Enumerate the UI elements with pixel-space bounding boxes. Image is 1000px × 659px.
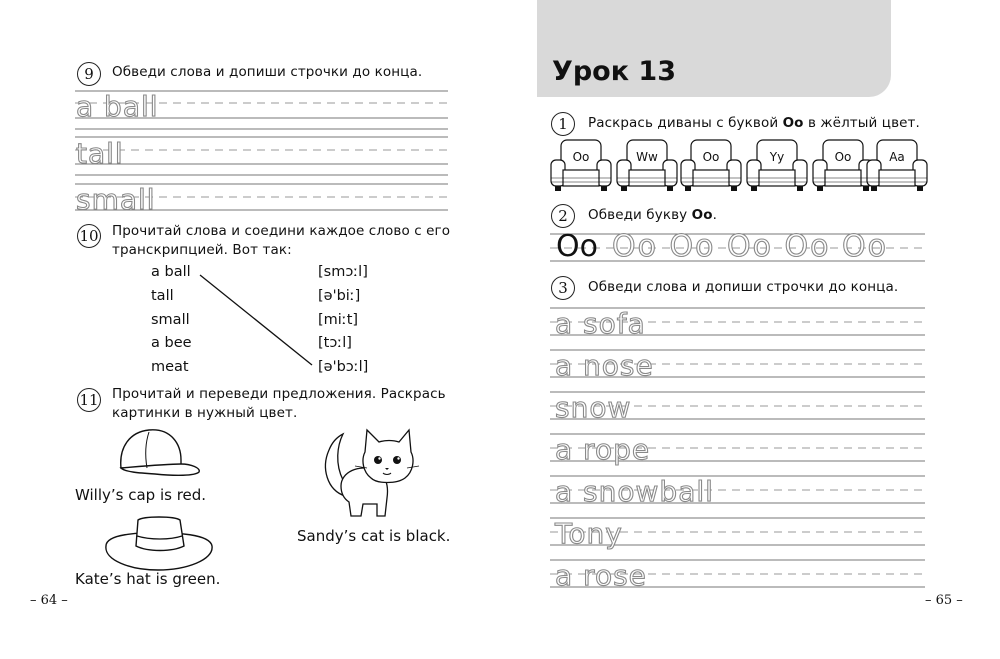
word-meat: meat — [151, 359, 189, 375]
task9-number: 9 — [77, 62, 101, 86]
task9-instruction: Обведи слова и допиши строчки до конца. — [112, 64, 423, 80]
transcription-1: [smɔːl] — [318, 264, 368, 280]
trace-word-tony: Tony — [555, 517, 623, 550]
task1-text-bold: Oo — [782, 115, 804, 131]
sofa-2 — [615, 138, 679, 194]
word-tall: tall — [151, 288, 174, 304]
trace-word-a-rose: a rose — [555, 559, 647, 592]
transcription-5: [ə'bɔːl] — [318, 359, 369, 375]
task2-text-bold: Oo — [691, 207, 713, 223]
task2-instruction — [588, 206, 717, 225]
task10-instruction-line1: Прочитай слова и соедини каждое слово с его — [112, 223, 451, 239]
sentence-cat: Sandy’s cat is black. — [297, 527, 451, 545]
word-a-ball: a ball — [151, 264, 191, 280]
sofa-label-3: Oo — [702, 150, 720, 164]
trace-word-a-nose: a nose — [555, 349, 654, 382]
task11-instruction-line2: картинки в нужный цвет. — [112, 405, 298, 421]
task2-number: 2 — [551, 204, 575, 228]
task1-text-after: в жёлтый цвет. — [807, 115, 920, 131]
sofa-label-2: Ww — [636, 150, 658, 164]
trace-word-a-sofa: a sofa — [555, 307, 646, 340]
transcription-3: [miːt] — [318, 312, 359, 328]
task2-text-after: . — [712, 207, 717, 223]
sentence-cap: Willy’s cap is red. — [75, 486, 207, 504]
task2-sample-letters: Oo — [556, 229, 598, 264]
task1-text-before: Раскрась диваны с буквой — [588, 115, 779, 131]
cat-picture — [315, 424, 425, 524]
lesson-title: Урок 13 — [552, 56, 676, 87]
word-a-bee: a bee — [151, 335, 192, 351]
sofa-label-1: Oo — [572, 150, 590, 164]
cap-picture — [115, 424, 205, 482]
task10-number: 10 — [77, 224, 101, 248]
trace-word-snow: snow — [555, 391, 632, 424]
task2-text-before: Обведи букву — [588, 207, 688, 223]
task11-number: 11 — [77, 388, 101, 412]
transcription-2: [ə'biː] — [318, 288, 361, 304]
task3-number: 3 — [551, 276, 575, 300]
sofa-label-6: Aa — [889, 150, 905, 164]
task3-instruction: Обведи слова и допиши строчки до конца. — [588, 279, 899, 295]
sofa-6 — [865, 138, 929, 194]
left-page-number: – 64 – — [30, 593, 68, 608]
trace-word-a-snowball: a snowball — [555, 475, 714, 508]
task10-instruction-line2: транскрипцией. Вот так: — [112, 242, 292, 258]
example-connection-line — [190, 265, 320, 375]
sofa-label-4: Yy — [769, 150, 785, 164]
task11-instruction-line1: Прочитай и переведи предложения. Раскрась — [112, 386, 446, 402]
sofa-3 — [679, 138, 743, 194]
sofa-label-5: Oo — [834, 150, 852, 164]
transcription-4: [tɔːl] — [318, 335, 352, 351]
sentence-hat: Kate’s hat is green. — [75, 570, 221, 588]
task1-number: 1 — [551, 112, 575, 136]
trace-word-small: small — [76, 183, 156, 216]
sofa-4 — [745, 138, 809, 194]
word-small: small — [151, 312, 190, 328]
hat-picture — [100, 512, 218, 574]
trace-word-a-rope: a rope — [555, 433, 651, 466]
task9-handwriting-lines — [0, 0, 460, 215]
trace-word-tall: tall — [76, 137, 124, 170]
right-page-number: – 65 – — [925, 593, 963, 608]
sofa-row — [549, 138, 929, 194]
sofa-1 — [549, 138, 613, 194]
task1-instruction — [588, 114, 920, 133]
trace-word-a-ball: a ball — [76, 90, 159, 123]
task2-trace-letters: Oo Oo Oo Oo Oo — [612, 229, 888, 264]
